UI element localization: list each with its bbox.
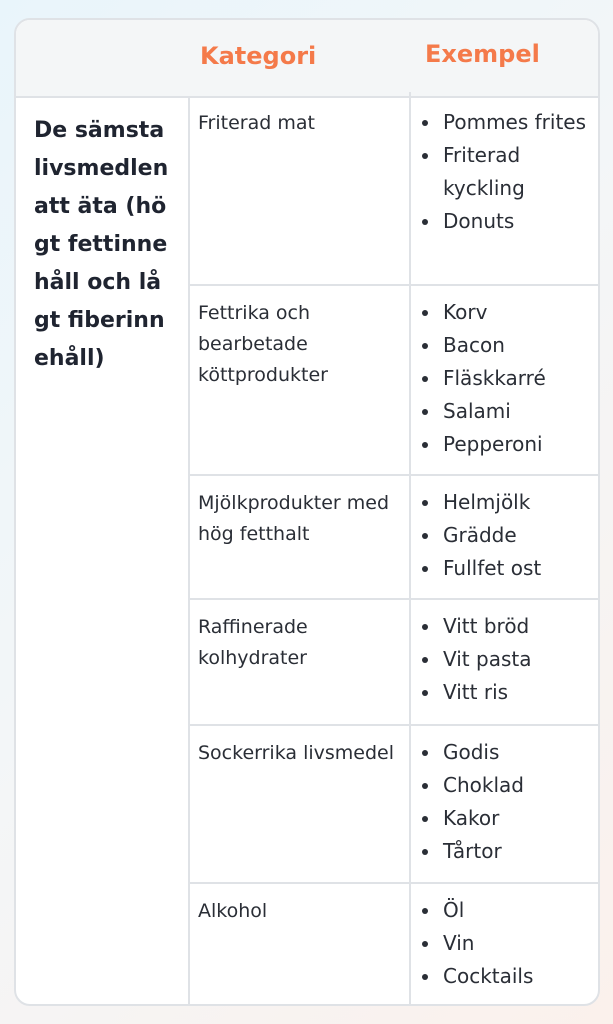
list-item: Tårtor: [419, 835, 589, 868]
examples-list: [419, 296, 589, 461]
list-item: Fläskkarré: [419, 362, 589, 395]
food-table: [14, 18, 600, 1006]
list-item: Vin: [419, 927, 589, 960]
list-item: Pepperoni: [419, 428, 589, 461]
list-item: Vitt bröd: [419, 610, 589, 643]
list-item: Godis: [419, 736, 589, 769]
table-header: [16, 20, 598, 98]
header-category: Kategori: [200, 42, 317, 70]
row-label: De sämsta livsmedlen att äta (högt fettinnehåll och lågt fiberinnehåll): [34, 118, 169, 371]
list-item: Donuts: [419, 205, 589, 238]
examples-list: [419, 894, 589, 993]
category-cell: Raffinerade kolhydrater: [198, 616, 308, 669]
list-item: Choklad: [419, 769, 589, 802]
list-item: Vit pasta: [419, 643, 589, 676]
examples-list: [419, 106, 589, 238]
list-item: Korv: [419, 296, 589, 329]
examples-list: [419, 736, 589, 868]
category-cell: Mjölkprodukter med hög fetthalt: [198, 492, 390, 545]
table-row: [190, 600, 598, 726]
examples-list: [419, 610, 589, 709]
list-item: Öl: [419, 894, 589, 927]
list-item: Bacon: [419, 329, 589, 362]
table-row: [190, 884, 598, 1006]
list-item: Grädde: [419, 519, 589, 552]
table-row: [190, 476, 598, 600]
category-cell: Sockerrika livsmedel: [198, 742, 394, 764]
table-row: [190, 286, 598, 476]
list-item: Friterad kyckling: [419, 139, 589, 205]
table-row: [190, 96, 598, 286]
header-examples: Exempel: [425, 40, 540, 68]
list-item: Vitt ris: [419, 676, 589, 709]
category-cell: Alkohol: [198, 900, 268, 922]
list-item: Cocktails: [419, 960, 589, 993]
list-item: Kakor: [419, 802, 589, 835]
category-cell: Friterad mat: [198, 112, 315, 134]
list-item: Fullfet ost: [419, 552, 589, 585]
list-item: Pommes frites: [419, 106, 589, 139]
table-row: [190, 726, 598, 884]
category-cell: Fettrika och bearbetade köttprodukter: [198, 302, 328, 386]
list-item: Helmjölk: [419, 486, 589, 519]
examples-list: [419, 486, 589, 585]
list-item: Salami: [419, 395, 589, 428]
